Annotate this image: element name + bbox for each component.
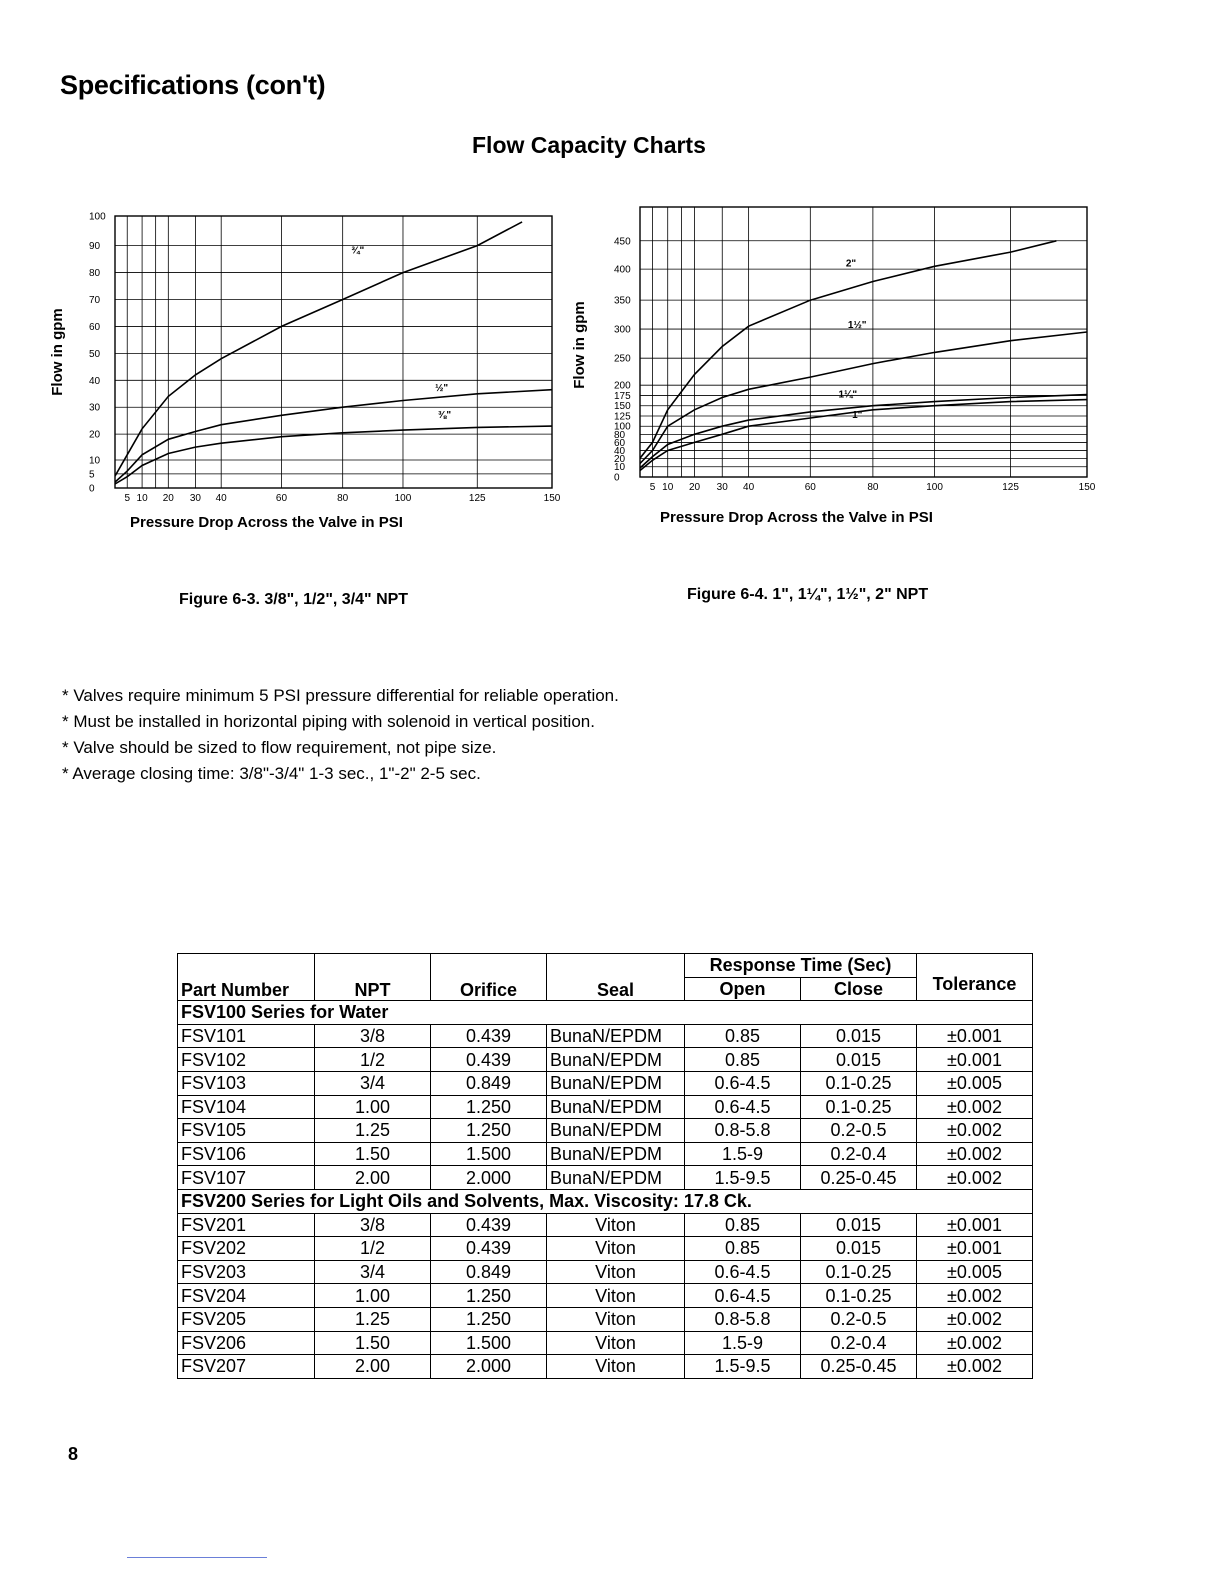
cell-orifice: 2.000 xyxy=(431,1355,547,1379)
table-group-row xyxy=(178,1189,1033,1213)
cell-orifice: 0.439 xyxy=(431,1024,547,1048)
cell-npt: 1.50 xyxy=(315,1142,431,1166)
y-tick-label: 60 xyxy=(614,437,626,449)
cell-part-number: FSV207 xyxy=(178,1355,315,1379)
cell-tolerance: ±0.005 xyxy=(917,1071,1033,1095)
col-orifice: Orifice xyxy=(431,954,547,1001)
cell-orifice: 2.000 xyxy=(431,1166,547,1190)
cell-orifice: 0.439 xyxy=(431,1213,547,1237)
cell-orifice: 0.849 xyxy=(431,1260,547,1284)
x-tick-label: 10 xyxy=(662,482,674,493)
series-label: 1" xyxy=(852,410,863,422)
cell-orifice: 1.500 xyxy=(431,1331,547,1355)
notes-list xyxy=(62,683,619,787)
cell-orifice: 1.250 xyxy=(431,1095,547,1119)
cell-open: 0.85 xyxy=(685,1024,801,1048)
col-npt: NPT xyxy=(315,954,431,1001)
cell-seal: BunaN/EPDM xyxy=(547,1142,685,1166)
x-axis-label: Pressure Drop Across the Valve in PSI xyxy=(660,509,933,526)
y-axis-label: Flow in gpm xyxy=(49,308,66,396)
page-number: 8 xyxy=(68,1444,79,1464)
series-label: ½" xyxy=(435,383,449,395)
cell-part-number: FSV106 xyxy=(178,1142,315,1166)
y-tick-label: 200 xyxy=(614,380,631,392)
col-part-number: Part Number xyxy=(178,954,315,1001)
table-header-row xyxy=(178,954,1033,978)
cell-seal: BunaN/EPDM xyxy=(547,1024,685,1048)
table-row xyxy=(178,1071,1033,1095)
cell-orifice: 0.439 xyxy=(431,1048,547,1072)
y-tick-label: 400 xyxy=(614,264,631,276)
cell-seal: Viton xyxy=(547,1237,685,1261)
table-row xyxy=(178,1284,1033,1308)
cell-npt: 2.00 xyxy=(315,1355,431,1379)
cell-close: 0.015 xyxy=(801,1213,917,1237)
series-label: ⅜" xyxy=(438,409,452,421)
cell-part-number: FSV102 xyxy=(178,1048,315,1072)
x-tick-label: 5 xyxy=(649,482,656,493)
x-tick-label: 60 xyxy=(275,493,288,504)
note-item: * Average closing time: 3/8"-3/4" 1-3 sec., 1"-2" 2-5 sec. xyxy=(62,764,481,783)
y-tick-label: 100 xyxy=(614,421,631,433)
cell-open: 1.5-9 xyxy=(685,1142,801,1166)
cell-part-number: FSV104 xyxy=(178,1095,315,1119)
cell-tolerance: ±0.002 xyxy=(917,1355,1033,1379)
cell-tolerance: ±0.002 xyxy=(917,1331,1033,1355)
y-tick-label: 80 xyxy=(89,268,101,280)
cell-close: 0.1-0.25 xyxy=(801,1284,917,1308)
cell-open: 0.85 xyxy=(685,1213,801,1237)
table-row xyxy=(178,1024,1033,1048)
x-tick-label: 30 xyxy=(716,482,728,493)
y-tick-label: 50 xyxy=(89,348,101,360)
spec-table xyxy=(177,953,1033,1379)
group-title: FSV100 Series for Water xyxy=(178,1001,1033,1025)
x-tick-label: 100 xyxy=(926,482,943,493)
cell-open: 0.6-4.5 xyxy=(685,1071,801,1095)
series-line xyxy=(640,241,1056,458)
y-tick-label: 40 xyxy=(89,375,101,387)
cell-seal: BunaN/EPDM xyxy=(547,1166,685,1190)
plot-frame xyxy=(640,207,1087,477)
cell-part-number: FSV101 xyxy=(178,1024,315,1048)
figure-caption: Figure 6-3. 3/8", 1/2", 3/4" NPT xyxy=(179,591,409,608)
cell-open: 0.6-4.5 xyxy=(685,1260,801,1284)
cell-open: 0.8-5.8 xyxy=(685,1307,801,1331)
table-row xyxy=(178,1307,1033,1331)
cell-close: 0.015 xyxy=(801,1237,917,1261)
cell-npt: 2.00 xyxy=(315,1166,431,1190)
cell-npt: 1.00 xyxy=(315,1095,431,1119)
plot-frame xyxy=(115,216,552,488)
x-tick-label: 60 xyxy=(804,482,816,493)
cell-open: 0.8-5.8 xyxy=(685,1119,801,1143)
x-tick-label: 20 xyxy=(162,493,174,504)
cell-close: 0.25-0.45 xyxy=(801,1166,917,1190)
footer-rule xyxy=(127,1557,267,1558)
cell-orifice: 1.250 xyxy=(431,1307,547,1331)
cell-tolerance: ±0.005 xyxy=(917,1260,1033,1284)
cell-part-number: FSV103 xyxy=(178,1071,315,1095)
cell-close: 0.2-0.4 xyxy=(801,1142,917,1166)
y-tick-label: 90 xyxy=(89,241,101,253)
series-line xyxy=(115,426,552,484)
section-title: Flow Capacity Charts xyxy=(472,132,706,158)
cell-close: 0.25-0.45 xyxy=(801,1355,917,1379)
cell-npt: 3/4 xyxy=(315,1260,431,1284)
y-tick-label: 100 xyxy=(89,211,106,223)
x-tick-label: 20 xyxy=(688,482,701,493)
table-row xyxy=(178,1166,1033,1190)
cell-tolerance: ±0.001 xyxy=(917,1024,1033,1048)
col-seal: Seal xyxy=(547,954,685,1001)
cell-seal: BunaN/EPDM xyxy=(547,1095,685,1119)
y-tick-label: 10 xyxy=(89,455,101,467)
cell-open: 0.85 xyxy=(685,1237,801,1261)
y-tick-label: 70 xyxy=(89,295,101,307)
y-tick-label: 300 xyxy=(614,324,631,336)
x-tick-label: 40 xyxy=(743,482,755,493)
cell-seal: BunaN/EPDM xyxy=(547,1119,685,1143)
x-tick-label: 80 xyxy=(867,482,879,493)
y-tick-label: 0 xyxy=(614,472,620,484)
cell-open: 0.85 xyxy=(685,1048,801,1072)
col-close: Close xyxy=(801,977,917,1001)
cell-tolerance: ±0.001 xyxy=(917,1213,1033,1237)
y-tick-label: 0 xyxy=(89,483,95,495)
table-body xyxy=(178,1001,1033,1379)
table-row xyxy=(178,1237,1033,1261)
flow-chart-small-valves xyxy=(40,200,580,620)
y-tick-label: 5 xyxy=(89,469,95,481)
cell-part-number: FSV105 xyxy=(178,1119,315,1143)
cell-orifice: 0.849 xyxy=(431,1071,547,1095)
cell-npt: 3/8 xyxy=(315,1024,431,1048)
col-tolerance: Tolerance xyxy=(917,954,1033,1001)
cell-orifice: 0.439 xyxy=(431,1237,547,1261)
series-label: 1¼" xyxy=(838,389,858,401)
y-tick-label: 60 xyxy=(89,321,101,333)
series-label: ¾" xyxy=(351,245,365,257)
cell-close: 0.1-0.25 xyxy=(801,1071,917,1095)
figure-caption: Figure 6-4. 1", 1¼", 1½", 2" NPT xyxy=(687,586,929,603)
cell-seal: Viton xyxy=(547,1331,685,1355)
y-tick-label: 20 xyxy=(89,429,101,441)
cell-npt: 1.00 xyxy=(315,1284,431,1308)
y-tick-label: 450 xyxy=(614,236,631,248)
table-row xyxy=(178,1331,1033,1355)
note-item: * Must be installed in horizontal piping with solenoid in vertical position. xyxy=(62,712,595,731)
cell-close: 0.015 xyxy=(801,1048,917,1072)
x-tick-label: 30 xyxy=(189,493,201,504)
cell-orifice: 1.250 xyxy=(431,1284,547,1308)
cell-npt: 3/8 xyxy=(315,1213,431,1237)
cell-open: 0.6-4.5 xyxy=(685,1095,801,1119)
cell-open: 1.5-9.5 xyxy=(685,1166,801,1190)
x-tick-label: 10 xyxy=(136,493,148,504)
cell-part-number: FSV206 xyxy=(178,1331,315,1355)
y-tick-label: 350 xyxy=(614,295,631,307)
cell-tolerance: ±0.001 xyxy=(917,1048,1033,1072)
x-tick-label: 125 xyxy=(468,493,486,504)
y-tick-label: 10 xyxy=(614,462,626,474)
x-axis-label: Pressure Drop Across the Valve in PSI xyxy=(130,514,403,531)
col-open: Open xyxy=(685,977,801,1001)
cell-part-number: FSV205 xyxy=(178,1307,315,1331)
cell-seal: Viton xyxy=(547,1307,685,1331)
y-axis-label: Flow in gpm xyxy=(571,301,588,389)
cell-close: 0.2-0.4 xyxy=(801,1331,917,1355)
note-item: * Valve should be sized to flow requirement, not pipe size. xyxy=(62,738,497,757)
x-tick-label: 5 xyxy=(124,493,131,504)
y-tick-label: 40 xyxy=(614,446,626,458)
y-tick-label: 250 xyxy=(614,353,631,365)
cell-close: 0.2-0.5 xyxy=(801,1119,917,1143)
cell-tolerance: ±0.002 xyxy=(917,1166,1033,1190)
cell-close: 0.2-0.5 xyxy=(801,1307,917,1331)
cell-npt: 3/4 xyxy=(315,1071,431,1095)
y-tick-label: 175 xyxy=(614,390,631,402)
cell-seal: Viton xyxy=(547,1355,685,1379)
y-tick-label: 20 xyxy=(614,454,626,466)
cell-tolerance: ±0.001 xyxy=(917,1237,1033,1261)
table-row xyxy=(178,1119,1033,1143)
cell-part-number: FSV201 xyxy=(178,1213,315,1237)
table-row xyxy=(178,1095,1033,1119)
cell-close: 0.1-0.25 xyxy=(801,1095,917,1119)
y-tick-label: 80 xyxy=(614,429,626,441)
col-response-time: Response Time (Sec) xyxy=(685,954,917,978)
cell-part-number: FSV202 xyxy=(178,1237,315,1261)
series-line xyxy=(115,390,552,482)
y-tick-label: 150 xyxy=(614,401,631,413)
series-line xyxy=(115,222,522,476)
cell-part-number: FSV204 xyxy=(178,1284,315,1308)
cell-part-number: FSV203 xyxy=(178,1260,315,1284)
x-tick-label: 125 xyxy=(1002,482,1019,493)
cell-seal: Viton xyxy=(547,1284,685,1308)
table-row xyxy=(178,1355,1033,1379)
cell-seal: BunaN/EPDM xyxy=(547,1071,685,1095)
series-line xyxy=(640,400,1087,471)
x-tick-label: 40 xyxy=(215,493,227,504)
page-title: Specifications (con't) xyxy=(60,70,326,100)
cell-npt: 1.25 xyxy=(315,1119,431,1143)
group-title: FSV200 Series for Light Oils and Solvents, Max. Viscosity: 17.8 Ck. xyxy=(178,1189,1033,1213)
cell-open: 1.5-9.5 xyxy=(685,1355,801,1379)
cell-tolerance: ±0.002 xyxy=(917,1284,1033,1308)
table-group-row xyxy=(178,1001,1033,1025)
x-tick-label: 80 xyxy=(337,493,349,504)
y-tick-label: 125 xyxy=(614,411,631,423)
cell-open: 0.6-4.5 xyxy=(685,1284,801,1308)
cell-tolerance: ±0.002 xyxy=(917,1119,1033,1143)
table-row xyxy=(178,1048,1033,1072)
cell-orifice: 1.500 xyxy=(431,1142,547,1166)
cell-seal: Viton xyxy=(547,1260,685,1284)
cell-tolerance: ±0.002 xyxy=(917,1307,1033,1331)
x-tick-label: 150 xyxy=(1078,482,1096,493)
cell-tolerance: ±0.002 xyxy=(917,1142,1033,1166)
y-tick-label: 30 xyxy=(89,402,101,414)
table-row xyxy=(178,1213,1033,1237)
cell-seal: Viton xyxy=(547,1213,685,1237)
flow-chart-large-valves xyxy=(570,195,1130,615)
cell-npt: 1.25 xyxy=(315,1307,431,1331)
cell-npt: 1/2 xyxy=(315,1048,431,1072)
cell-close: 0.015 xyxy=(801,1024,917,1048)
x-tick-label: 150 xyxy=(543,493,561,504)
cell-npt: 1.50 xyxy=(315,1331,431,1355)
cell-npt: 1/2 xyxy=(315,1237,431,1261)
cell-tolerance: ±0.002 xyxy=(917,1095,1033,1119)
cell-open: 1.5-9 xyxy=(685,1331,801,1355)
cell-close: 0.1-0.25 xyxy=(801,1260,917,1284)
cell-seal: BunaN/EPDM xyxy=(547,1048,685,1072)
note-item: * Valves require minimum 5 PSI pressure differential for reliable operation. xyxy=(62,686,619,705)
series-label: 2" xyxy=(845,258,857,270)
table-row xyxy=(178,1142,1033,1166)
x-tick-label: 100 xyxy=(394,493,412,504)
cell-orifice: 1.250 xyxy=(431,1119,547,1143)
table-row xyxy=(178,1260,1033,1284)
cell-part-number: FSV107 xyxy=(178,1166,315,1190)
series-label: 1½" xyxy=(847,319,867,331)
